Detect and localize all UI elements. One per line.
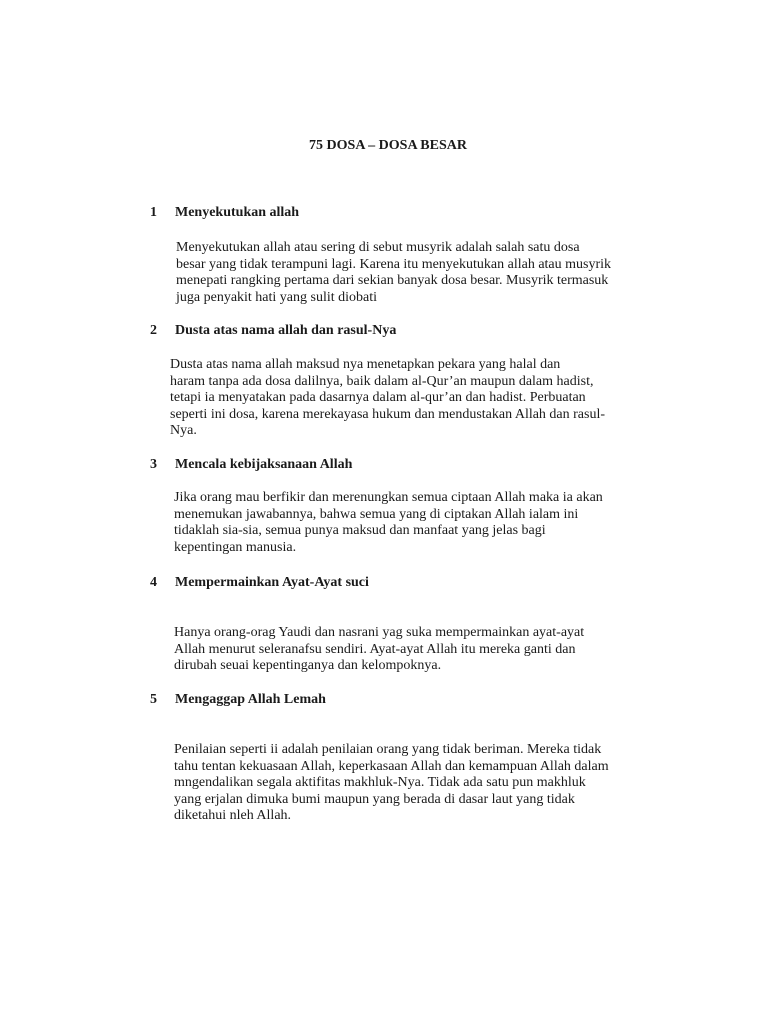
section-title: Mencala kebijaksanaan Allah xyxy=(175,457,353,472)
section-paragraph xyxy=(174,742,609,825)
paragraph-line: Hanya orang-orag Yaudi dan nasrani yag suka mempermainkan ayat-ayat xyxy=(174,625,585,640)
section-title: Menyekutukan allah xyxy=(175,205,300,220)
paragraph-line: kepentingan manusia. xyxy=(174,539,297,555)
paragraph-line: Dusta atas nama allah maksud nya menetapkan pekara yang halal dan xyxy=(170,357,561,372)
paragraph-line: yang erjalan dimuka bumi maupun yang berada di dasar laut yang tidak xyxy=(174,791,575,807)
section-number: 5 xyxy=(150,692,157,707)
paragraph-line: seperti ini dosa, karena merekayasa hukum dan mendustakan Allah dan rasul- xyxy=(170,406,606,422)
document-title: 75 DOSA – DOSA BESAR xyxy=(309,138,467,153)
section-number: 4 xyxy=(150,575,157,590)
paragraph-line: Allah menurut seleranafsu sendiri. Ayat-ayat Allah itu mereka ganti dan xyxy=(174,641,576,657)
section-paragraph xyxy=(174,625,584,675)
paragraph-line: juga penyakit hati yang sulit diobati xyxy=(176,289,378,305)
section-paragraph xyxy=(176,240,611,306)
section-title: Mempermainkan Ayat-Ayat suci xyxy=(175,575,369,590)
paragraph-line: dirubah seuai kepentinganya dan kelompoknya. xyxy=(174,658,442,673)
paragraph-line: Menyekutukan allah atau sering di sebut musyrik adalah salah satu dosa xyxy=(176,240,580,255)
paragraph-line: menemukan jawabannya, bahwa semua yang di ciptakan Allah ialam ini xyxy=(174,506,579,522)
section-paragraph xyxy=(170,357,605,440)
paragraph-line: Jika orang mau berfikir dan merenungkan semua ciptaan Allah maka ia akan xyxy=(174,490,603,505)
paragraph-line: haram tanpa ada dosa dalilnya, baik dalam al-Qur’an maupun dalam hadist, xyxy=(170,373,594,389)
paragraph-line: Penilaian seperti ii adalah penilaian orang yang tidak beriman. Mereka tidak xyxy=(174,742,602,757)
paragraph-line: menepati rangking pertama dari sekian banyak dosa besar. Musyrik termasuk xyxy=(176,273,609,288)
paragraph-line: mngendalikan segala aktifitas makhluk-Nya. Tidak ada satu pun makhluk xyxy=(174,775,586,790)
section-title: Mengaggap Allah Lemah xyxy=(175,692,326,707)
section-number: 2 xyxy=(150,323,157,338)
section-paragraph xyxy=(174,490,603,556)
section-number: 1 xyxy=(150,205,157,220)
paragraph-line: tetapi ia menyatakan pada dasarnya dalam al-qur’an dan hadist. Perbuatan xyxy=(170,390,586,405)
paragraph-line: diketahui nleh Allah. xyxy=(174,808,292,823)
section-number: 3 xyxy=(150,457,157,472)
paragraph-line: Nya. xyxy=(170,423,197,438)
paragraph-line: tahu tentan kekuasaan Allah, keperkasaan Allah dan kemampuan Allah dalam xyxy=(174,758,609,774)
paragraph-line: besar yang tidak terampuni lagi. Karena itu menyekutukan allah atau musyrik xyxy=(176,256,612,272)
paragraph-line: tidaklah sia-sia, semua punya maksud dan manfaat yang jelas bagi xyxy=(174,523,546,538)
section-title: Dusta atas nama allah dan rasul-Nya xyxy=(175,323,397,338)
